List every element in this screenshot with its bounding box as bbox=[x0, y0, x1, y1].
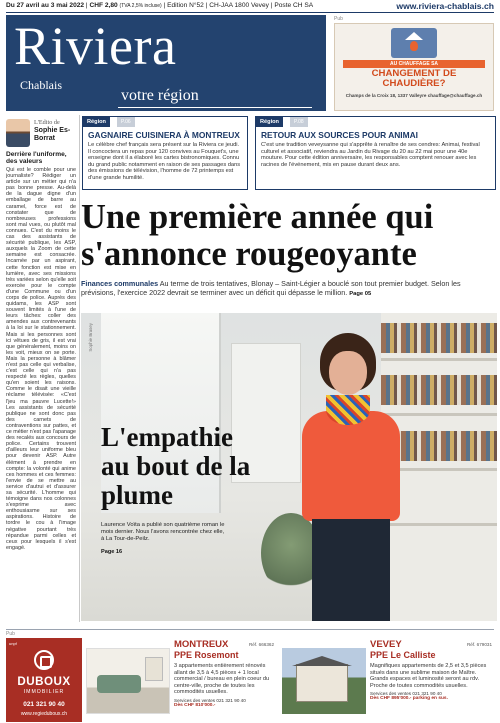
listing-name: PPE Le Calliste bbox=[370, 650, 436, 660]
region-page: P.08 bbox=[290, 117, 308, 127]
region-teaser-right[interactable] bbox=[255, 116, 496, 190]
edito-author: Sophie Es-Borrat bbox=[34, 127, 71, 142]
listing-description: Magnifiques appartements de 2,5 et 3,5 pièces situés dans une sublime maison de Maître. Grands espaces et luminosité seront au rdv. Proche de toutes commodités usuelles. bbox=[370, 663, 487, 689]
main-page-ref: Page 05 bbox=[349, 291, 372, 297]
listing-price: Dès CHF 895'000.- parking en sus. bbox=[370, 696, 448, 701]
main-lede-text: Au terme de trois tentatives, Blonay – Saint-Légier a bouclé son tout premier budget. Selon les prévisions, l'exercice 2022 devrait se terminer avec un déficit qui dépasse le million. bbox=[81, 279, 461, 297]
listing-vevey[interactable] bbox=[282, 638, 494, 722]
issue-date: Du 27 avril au 3 mai 2022 bbox=[6, 2, 85, 9]
feature-photo[interactable] bbox=[81, 313, 497, 621]
listing-photo bbox=[282, 648, 366, 714]
duboux-sub: IMMOBILIER bbox=[23, 689, 65, 695]
region-page: P.06 bbox=[117, 117, 135, 127]
edito-label: L'Edito de bbox=[34, 119, 60, 126]
postal-info: Poste CH SA bbox=[274, 2, 314, 9]
region-tag: Région bbox=[256, 117, 283, 127]
listing-ref: Réf. 679031 bbox=[466, 642, 492, 647]
edito-title[interactable]: Derrière l'uniforme, des valeurs bbox=[6, 151, 67, 166]
feature-title[interactable]: L'empathie au bout de la plume bbox=[101, 422, 251, 510]
duboux-affiliation: unpf bbox=[9, 641, 17, 646]
listing-montreux[interactable] bbox=[86, 638, 276, 722]
pub-label: Pub bbox=[334, 16, 343, 22]
vat-note: (TVA 2,5% incluse) bbox=[119, 3, 162, 9]
top-divider bbox=[6, 12, 494, 13]
duboux-phone: 021 321 90 40 bbox=[23, 701, 65, 708]
masthead-tagline: votre région bbox=[121, 87, 199, 104]
listing-price: Dès CHF 810'000.- bbox=[174, 702, 216, 708]
feature-page-ref: Page 16 bbox=[101, 549, 123, 555]
region-body: C'est une tradition veveysanne qui s'apprête à renaître de ses cendres: Animai, festival culturel et associatif, reviendra au Jardin du Rivage du 20 au 22 mai pour une 40e mouture. Pour cette édition anniversaire, les responsables comptent renouer avec les racines de l'événement, mis en pause durant deux ans. bbox=[261, 142, 480, 168]
listing-city: MONTREUX bbox=[174, 639, 229, 650]
duboux-name: DUBOUX bbox=[17, 675, 71, 688]
author-avatar bbox=[6, 119, 30, 147]
bottom-divider bbox=[6, 629, 494, 630]
ad-headline: CHANGEMENT DE CHAUDIÈRE? bbox=[371, 68, 457, 89]
listing-ref: Réf. 666362 bbox=[248, 642, 274, 647]
heating-ad[interactable] bbox=[334, 23, 494, 111]
main-kicker: Finances communales bbox=[81, 279, 159, 288]
duboux-website[interactable]: www.regieduboux.ch bbox=[20, 711, 68, 717]
jaa-code: CH-JAA 1800 Vevey bbox=[209, 2, 269, 9]
ad-brand: AU CHAUFFAGE SA bbox=[343, 60, 485, 68]
region-teaser-left[interactable] bbox=[82, 116, 248, 190]
listing-description: 3 appartements entièrement rénovés allant de 3,5 à 4,5 pièces + 1 local commercial / bureau en plein coeur du centre-ville, proche de toutes les commodités usuelles. bbox=[174, 663, 270, 695]
ad-address: Champs de la Croix 18, 1337 Valleyre chauffage@chauffage.ch bbox=[345, 93, 483, 98]
masthead-underline bbox=[118, 107, 312, 108]
masthead-title: Riviera bbox=[14, 16, 177, 76]
editorial-column bbox=[6, 115, 76, 620]
masthead-subtitle: Chablais bbox=[20, 78, 62, 92]
region-headline: RETOUR AUX SOURCES POUR ANIMAI bbox=[261, 130, 418, 140]
main-lede bbox=[81, 279, 493, 299]
issue-info-bar: Du 27 avril au 3 mai 2022 | CHF 2,80 (TVA 2,5% incluse) | Edition N°52 | CH-JAA 1800 Vevey | Poste CH SA www.riviera-chablais.ch bbox=[6, 1, 494, 11]
region-headline: GAGNAIRE CUISINERA À MONTREUX bbox=[88, 130, 240, 140]
duboux-logo-icon bbox=[34, 650, 54, 670]
listing-city: VEVEY bbox=[370, 639, 402, 650]
duboux-ad[interactable] bbox=[6, 638, 82, 722]
issue-price: CHF 2,80 bbox=[89, 2, 118, 9]
website-link[interactable]: www.riviera-chablais.ch bbox=[396, 1, 494, 11]
listing-photo bbox=[86, 648, 170, 714]
listing-name: PPE Rosemont bbox=[174, 650, 239, 660]
photo-portrait bbox=[296, 333, 406, 621]
masthead[interactable] bbox=[6, 15, 326, 111]
column-divider bbox=[79, 115, 80, 622]
main-headline[interactable]: Une première année qui s'annonce rougeoyante bbox=[81, 198, 434, 273]
feature-description: Laurence Voïta a publié son quatrième roman le mois dernier. Nous l'avons rencontrée chez elle, à La Tour-de-Peilz. bbox=[101, 522, 225, 542]
pub-label: Pub bbox=[6, 631, 15, 637]
photo-credit: Sophie Brasey bbox=[88, 323, 93, 352]
region-body: Le célèbre chef français sera présent sur la Riviera ce jeudi. Il concoctera un repas pour 120 convives au Fouquet's, une enseigne dont il a élaboré les cartes bistronomiques. Connu du grand public notamment en raison de ses passages dans des émissions de télévision, l'homme de 72 printemps est d'une grande humilité. bbox=[88, 142, 241, 181]
house-flame-icon bbox=[391, 28, 437, 58]
region-tag: Région bbox=[83, 117, 110, 127]
edito-text: Qui est le comble pour une journaliste? Rédiger un article sur un métier qui n'a pas bonne presse. Au-delà de la dague digne d'un emballage de barre au caramel, force est de constater que de nombreuses professions sont mal vues, ou plutôt mal connues. C'est du moins le cas des assistants de sécurité publique, les ASP, auxquels la Zoom de cette semaine est consacrée. Incarnée par un aspirant, cette fonction est mise en lumière, avec ses missions très variées selon qu'elle soit exercée pour le compte d'une Commune ou d'un corps de police. Auprès des quidams, les ASP sont souvent limités à l'une de leurs tâches: coller des amendes aux contrevenants à la loi sur le stationnement. Mais si les personnes sont ici vêtues de gris, il est vrai que généralement, moins on les voit, mieux on se porte. Mais la personne à blâmer n'est pas celle qui verbalise, c'est celle qui n'a pas respecté les règles, quelles qu'en soient les raisons. Comme le disait une vieille réclame télévisée: «C'est l'jeu ma pauvre Lucette!» Les assistants de sécurité publique ne sont donc pas des carnets de contraventions sur pattes, et ce métier n'est pas l'apanage des recalés aux concours de police. Certains trouvent d'ailleurs leur uniforme bleu pour devenir ASP. Autre élément à prendre en compte: la volonté qui anime ces hommes et ces femmes: l'envie de se mettre au service d'autrui et d'assurer sa sécurité. L'homme qui témoigne dans nos colonnes s'exprime avec enthousiasme sur ses aspirations. Histoire de tordre le cou à l'image négative pourtant très répandue parmi celles et ceux pour lesquels il s'est engagé. bbox=[6, 167, 76, 551]
listing-services: Services des ventes 021 321 90 40 bbox=[370, 691, 442, 696]
listing-services: Services des ventes 021 321 90 40 bbox=[174, 697, 246, 703]
edition-number: Edition N°52 bbox=[167, 2, 204, 9]
